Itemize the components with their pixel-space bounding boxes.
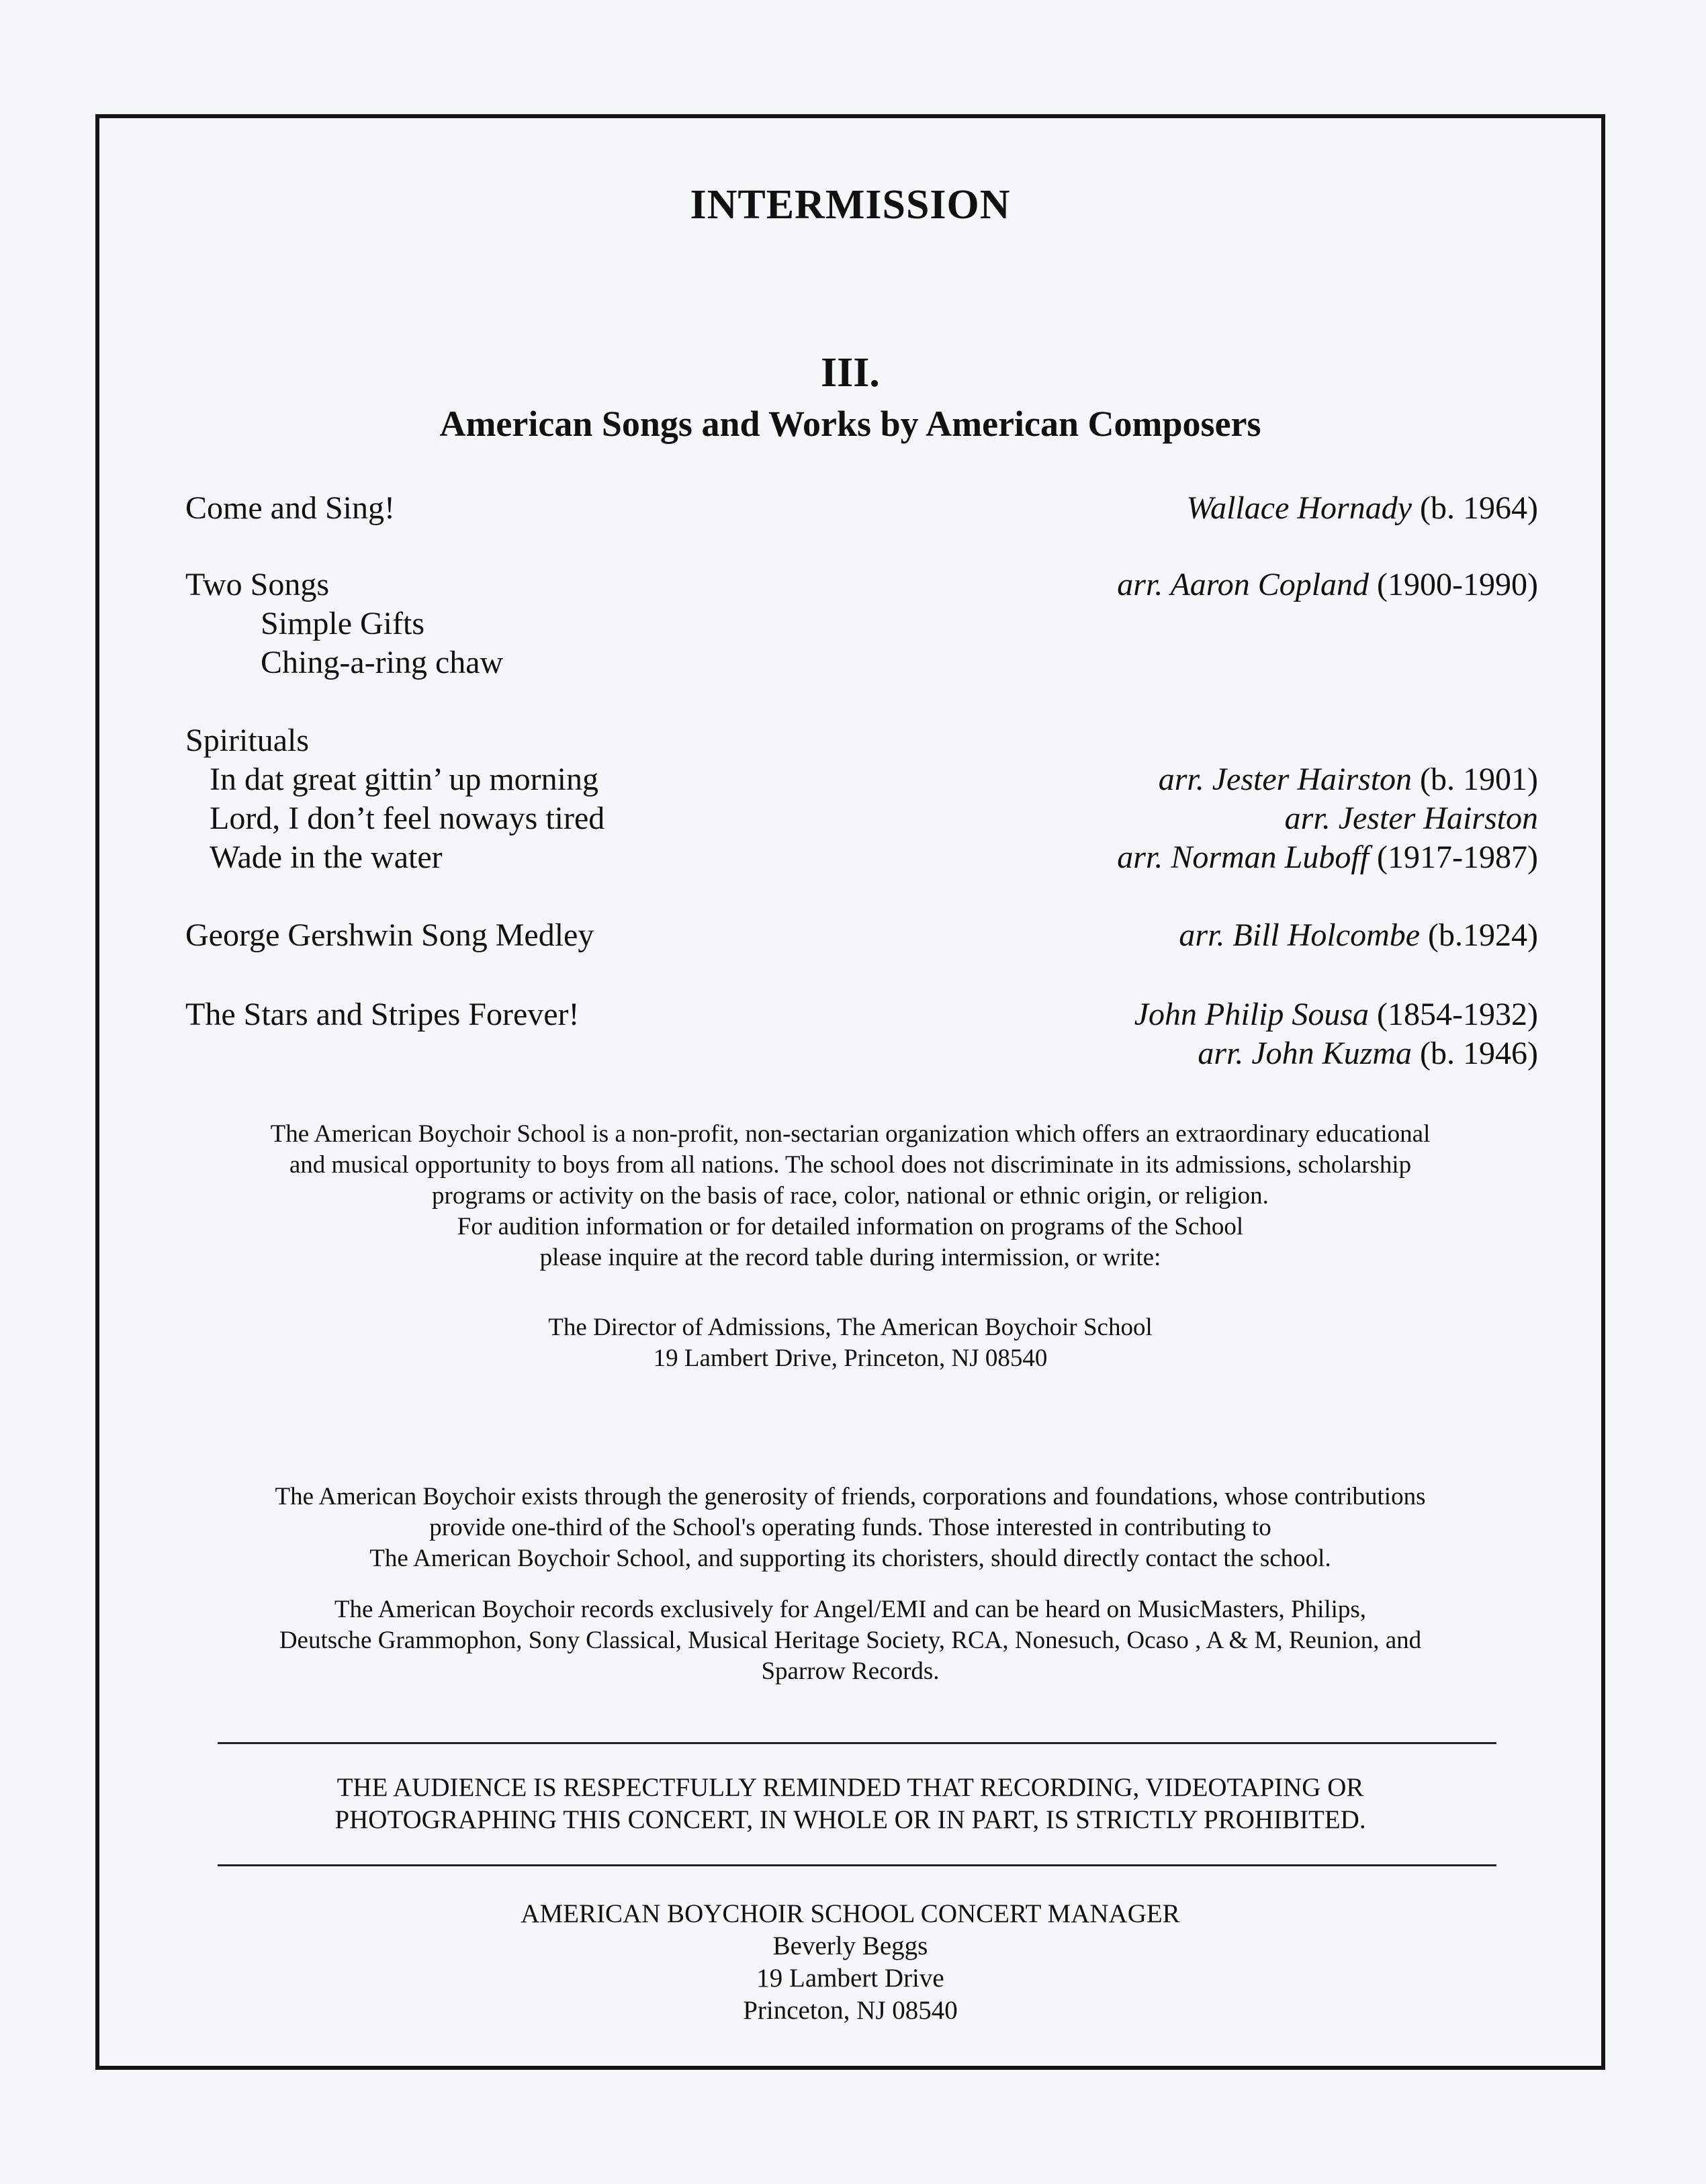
about-line: For audition information or for detailed information on programs of the School bbox=[457, 1213, 1244, 1240]
program-subtitle: Simple Gifts bbox=[261, 606, 425, 641]
program-title: Spirituals bbox=[185, 723, 310, 758]
manager-street: 19 Lambert Drive bbox=[756, 1964, 944, 1993]
records-line: Deutsche Grammophon, Sony Classical, Musical Heritage Society, RCA, Nonesuch, Ocaso , A & M, Reunion, and bbox=[279, 1627, 1422, 1654]
part-number: III. bbox=[821, 350, 880, 396]
composer-name: arr. Jester Hairston bbox=[1284, 801, 1538, 836]
program-composer bbox=[1117, 838, 1538, 877]
program-title: The Stars and Stripes Forever! bbox=[185, 997, 580, 1032]
program-title: George Gershwin Song Medley bbox=[185, 917, 594, 953]
intermission-heading: INTERMISSION bbox=[690, 182, 1011, 228]
program-composer bbox=[1159, 760, 1538, 799]
composer-dates: (1917-1987) bbox=[1377, 839, 1538, 875]
program-composer bbox=[1187, 489, 1538, 528]
notice-line: PHOTOGRAPHING THIS CONCERT, IN WHOLE OR IN PART, IS STRICTLY PROHIBITED. bbox=[334, 1805, 1366, 1834]
program-composer bbox=[1285, 799, 1538, 838]
arranger-name: arr. John Kuzma bbox=[1198, 1036, 1412, 1071]
records-line: Sparrow Records. bbox=[761, 1657, 940, 1685]
program-subtitle: Wade in the water bbox=[210, 839, 443, 875]
program-subtitle: Ching-a-ring chaw bbox=[261, 645, 504, 680]
manager-title: AMERICAN BOYCHOIR SCHOOL CONCERT MANAGER bbox=[521, 1899, 1180, 1928]
support-paragraph bbox=[99, 1482, 1601, 1574]
records-paragraph bbox=[99, 1594, 1601, 1687]
support-line: The American Boychoir School, and supporting its choristers, should directly contact the school. bbox=[369, 1545, 1331, 1572]
program-composer bbox=[1117, 565, 1538, 604]
composer-dates: (b. 1901) bbox=[1420, 762, 1538, 797]
records-line: The American Boychoir records exclusively for Angel/EMI and can be heard on MusicMasters, Philips, bbox=[334, 1596, 1367, 1623]
page-border bbox=[95, 114, 1605, 2070]
composer-dates: (1900-1990) bbox=[1377, 567, 1538, 602]
program-title: Come and Sing! bbox=[185, 490, 395, 526]
manager-name: Beverly Beggs bbox=[772, 1931, 928, 1960]
address-line: The Director of Admissions, The American Boychoir School bbox=[548, 1314, 1153, 1341]
divider-bottom bbox=[218, 1864, 1496, 1866]
divider-top bbox=[218, 1742, 1496, 1744]
program-subtitle: In dat great gittin’ up morning bbox=[210, 762, 598, 797]
composer-dates: (b. 1964) bbox=[1420, 490, 1538, 526]
composer-name: arr. Bill Holcombe bbox=[1179, 917, 1421, 953]
about-line: and musical opportunity to boys from all nations. The school does not discriminate in its admissions, scholarship bbox=[289, 1151, 1412, 1179]
composer-dates: (1854-1932) bbox=[1377, 997, 1538, 1032]
program-arranger bbox=[1198, 1034, 1538, 1073]
address-line: 19 Lambert Drive, Princeton, NJ 08540 bbox=[653, 1345, 1048, 1372]
manager-city: Princeton, NJ 08540 bbox=[743, 1996, 958, 2025]
admissions-address bbox=[99, 1312, 1601, 1374]
composer-name: arr. Jester Hairston bbox=[1158, 762, 1412, 797]
about-line: The American Boychoir School is a non-profit, non-sectarian organization which offers an extraordinary educational bbox=[270, 1120, 1431, 1148]
about-paragraph bbox=[99, 1119, 1601, 1273]
recording-notice bbox=[99, 1772, 1601, 1836]
program-composer bbox=[1134, 995, 1538, 1034]
composer-name: Wallace Hornady bbox=[1186, 490, 1412, 526]
composer-dates: (b.1924) bbox=[1428, 917, 1538, 953]
program-subtitle: Lord, I don’t feel noways tired bbox=[210, 801, 605, 836]
composer-name: arr. Aaron Copland bbox=[1117, 567, 1370, 602]
notice-line: THE AUDIENCE IS RESPECTFULLY REMINDED THAT RECORDING, VIDEOTAPING OR bbox=[336, 1773, 1364, 1802]
about-line: please inquire at the record table during intermission, or write: bbox=[539, 1244, 1161, 1271]
program-title: Two Songs bbox=[185, 567, 330, 602]
arranger-dates: (b. 1946) bbox=[1420, 1036, 1538, 1071]
part-title: American Songs and Works by American Composers bbox=[439, 404, 1261, 444]
support-line: provide one-third of the School's operating funds. Those interested in contributing to bbox=[429, 1514, 1271, 1541]
concert-manager-block bbox=[99, 1898, 1601, 2027]
program-composer bbox=[1179, 916, 1538, 955]
composer-name: arr. Norman Luboff bbox=[1117, 839, 1370, 875]
composer-name: John Philip Sousa bbox=[1134, 997, 1370, 1032]
support-line: The American Boychoir exists through the generosity of friends, corporations and foundations, whose contributions bbox=[275, 1483, 1426, 1510]
about-line: programs or activity on the basis of race, color, national or ethnic origin, or religion. bbox=[432, 1182, 1269, 1210]
